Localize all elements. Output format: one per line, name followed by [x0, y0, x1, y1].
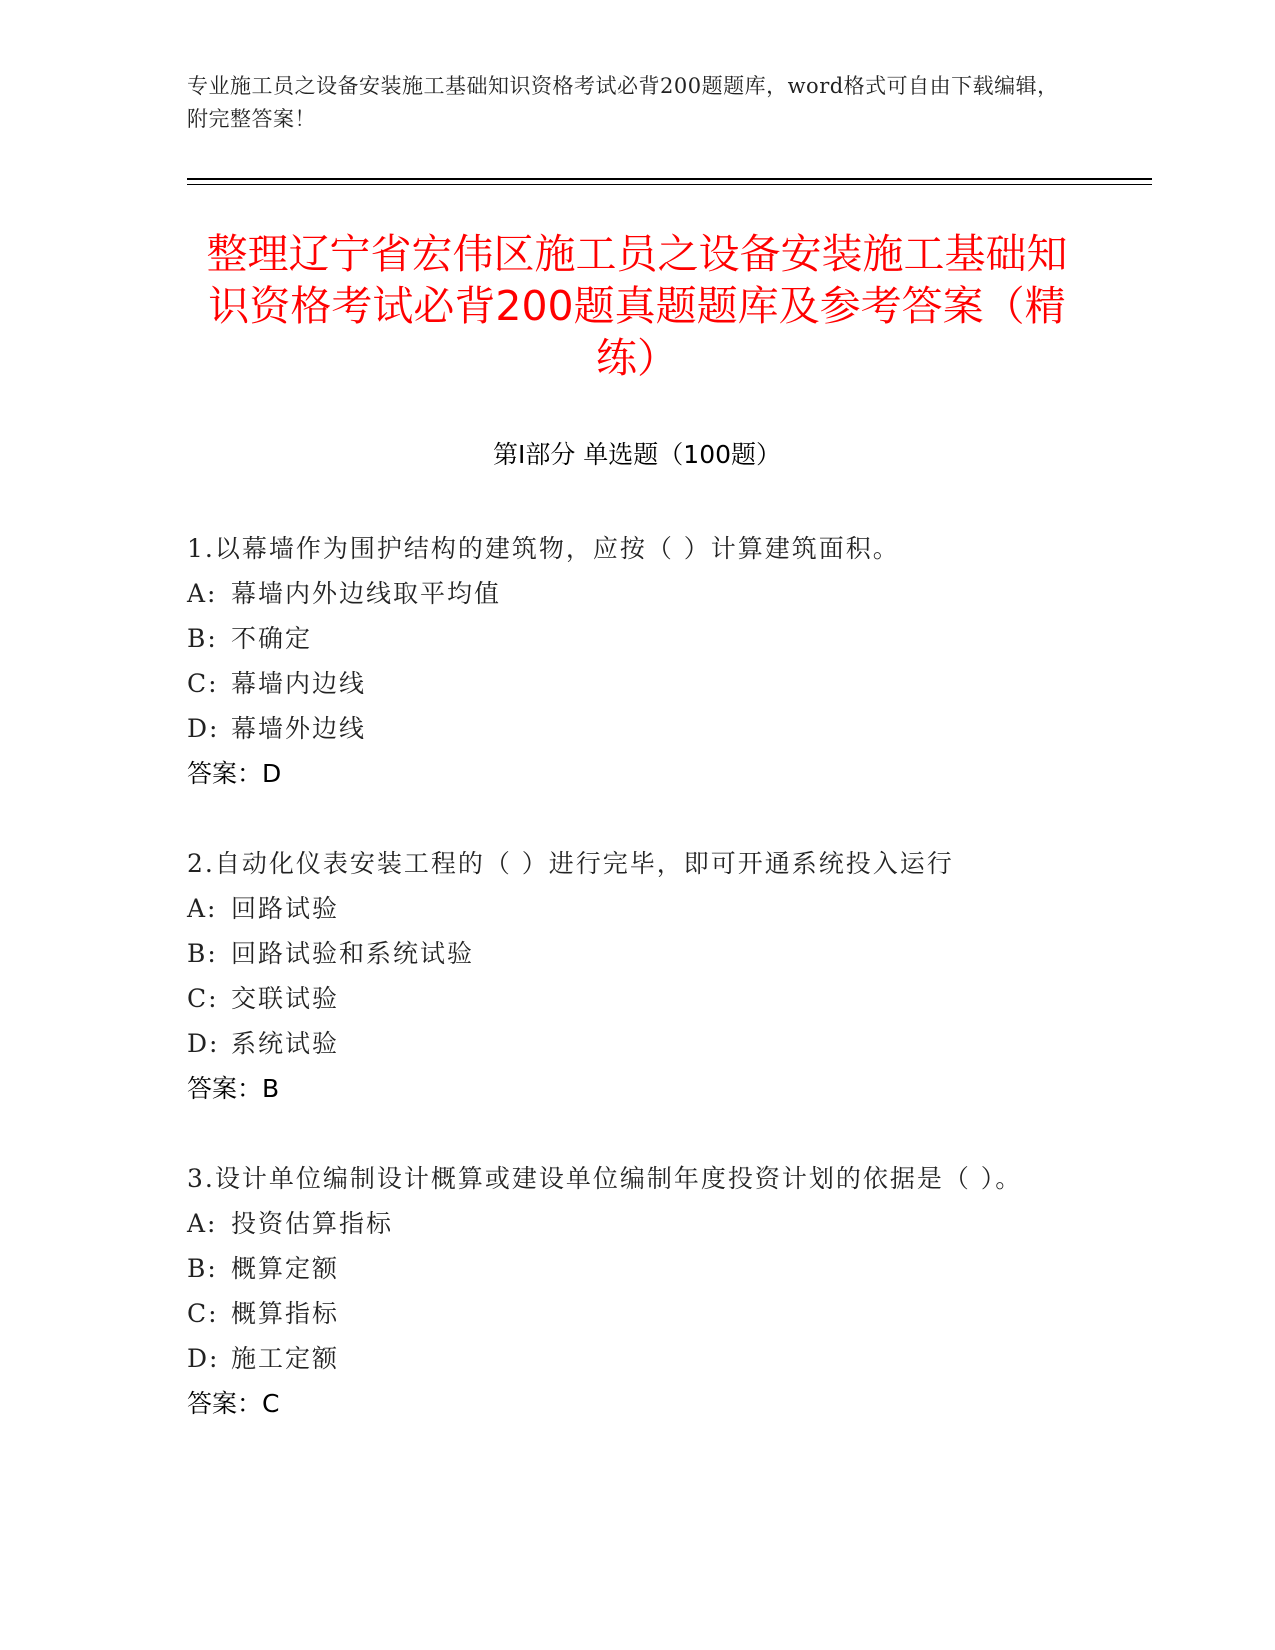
option-b [187, 616, 1087, 661]
option-key: C: [187, 984, 219, 1013]
option-a [187, 571, 1087, 616]
option-d [187, 1336, 1087, 1381]
option-d [187, 706, 1087, 751]
option-key: A: [187, 579, 218, 608]
option-c [187, 1291, 1087, 1336]
question-text: 3.设计单位编制设计概算或建设单位编制年度投资计划的依据是（ ）。 [187, 1164, 1023, 1193]
question-list [187, 526, 1087, 1471]
header-note: 专业施工员之设备安装施工基础知识资格考试必背200题题库，word格式可自由下载编辑，附完整答案！ [187, 74, 1059, 131]
option-key: C: [187, 1299, 219, 1328]
answer-line: 答案：B [187, 1074, 280, 1103]
option-text: 幕墙内边线 [231, 669, 367, 698]
question-text: 2.自动化仪表安装工程的（ ）进行完毕，即可开通系统投入运行 [187, 849, 954, 878]
question-3 [187, 1156, 1087, 1426]
option-a [187, 1201, 1087, 1246]
answer-line: 答案：C [187, 1389, 280, 1418]
option-b [187, 1246, 1087, 1291]
option-d [187, 1021, 1087, 1066]
option-c [187, 661, 1087, 706]
option-key: D: [187, 1029, 220, 1058]
option-text: 回路试验和系统试验 [231, 939, 475, 968]
option-b [187, 931, 1087, 976]
option-key: A: [187, 1209, 218, 1238]
option-text: 幕墙内外边线取平均值 [231, 579, 502, 608]
option-key: D: [187, 1344, 220, 1373]
section-heading: 第Ⅰ部分 单选题（100题） [492, 440, 782, 469]
option-text: 施工定额 [231, 1344, 340, 1373]
header-divider-thick [187, 178, 1152, 180]
option-text: 概算指标 [231, 1299, 340, 1328]
option-text: 幕墙外边线 [231, 714, 367, 743]
option-text: 投资估算指标 [231, 1209, 394, 1238]
option-key: B: [187, 1254, 218, 1283]
answer-line: 答案：D [187, 759, 282, 788]
option-text: 回路试验 [231, 894, 340, 923]
option-key: D: [187, 714, 220, 743]
option-key: A: [187, 894, 218, 923]
option-c [187, 976, 1087, 1021]
option-text: 系统试验 [231, 1029, 340, 1058]
option-key: B: [187, 624, 218, 653]
question-2 [187, 841, 1087, 1111]
option-a [187, 886, 1087, 931]
option-text: 不确定 [231, 624, 313, 653]
header-divider-thin [187, 184, 1152, 185]
question-1 [187, 526, 1087, 796]
option-key: C: [187, 669, 219, 698]
document-title: 整理辽宁省宏伟区施工员之设备安装施工基础知识资格考试必背200题真题题库及参考答案（精练） [206, 230, 1068, 382]
option-text: 交联试验 [231, 984, 340, 1013]
option-text: 概算定额 [231, 1254, 340, 1283]
question-text: 1.以幕墙作为围护结构的建筑物，应按（ ）计算建筑面积。 [187, 534, 900, 563]
option-key: B: [187, 939, 218, 968]
